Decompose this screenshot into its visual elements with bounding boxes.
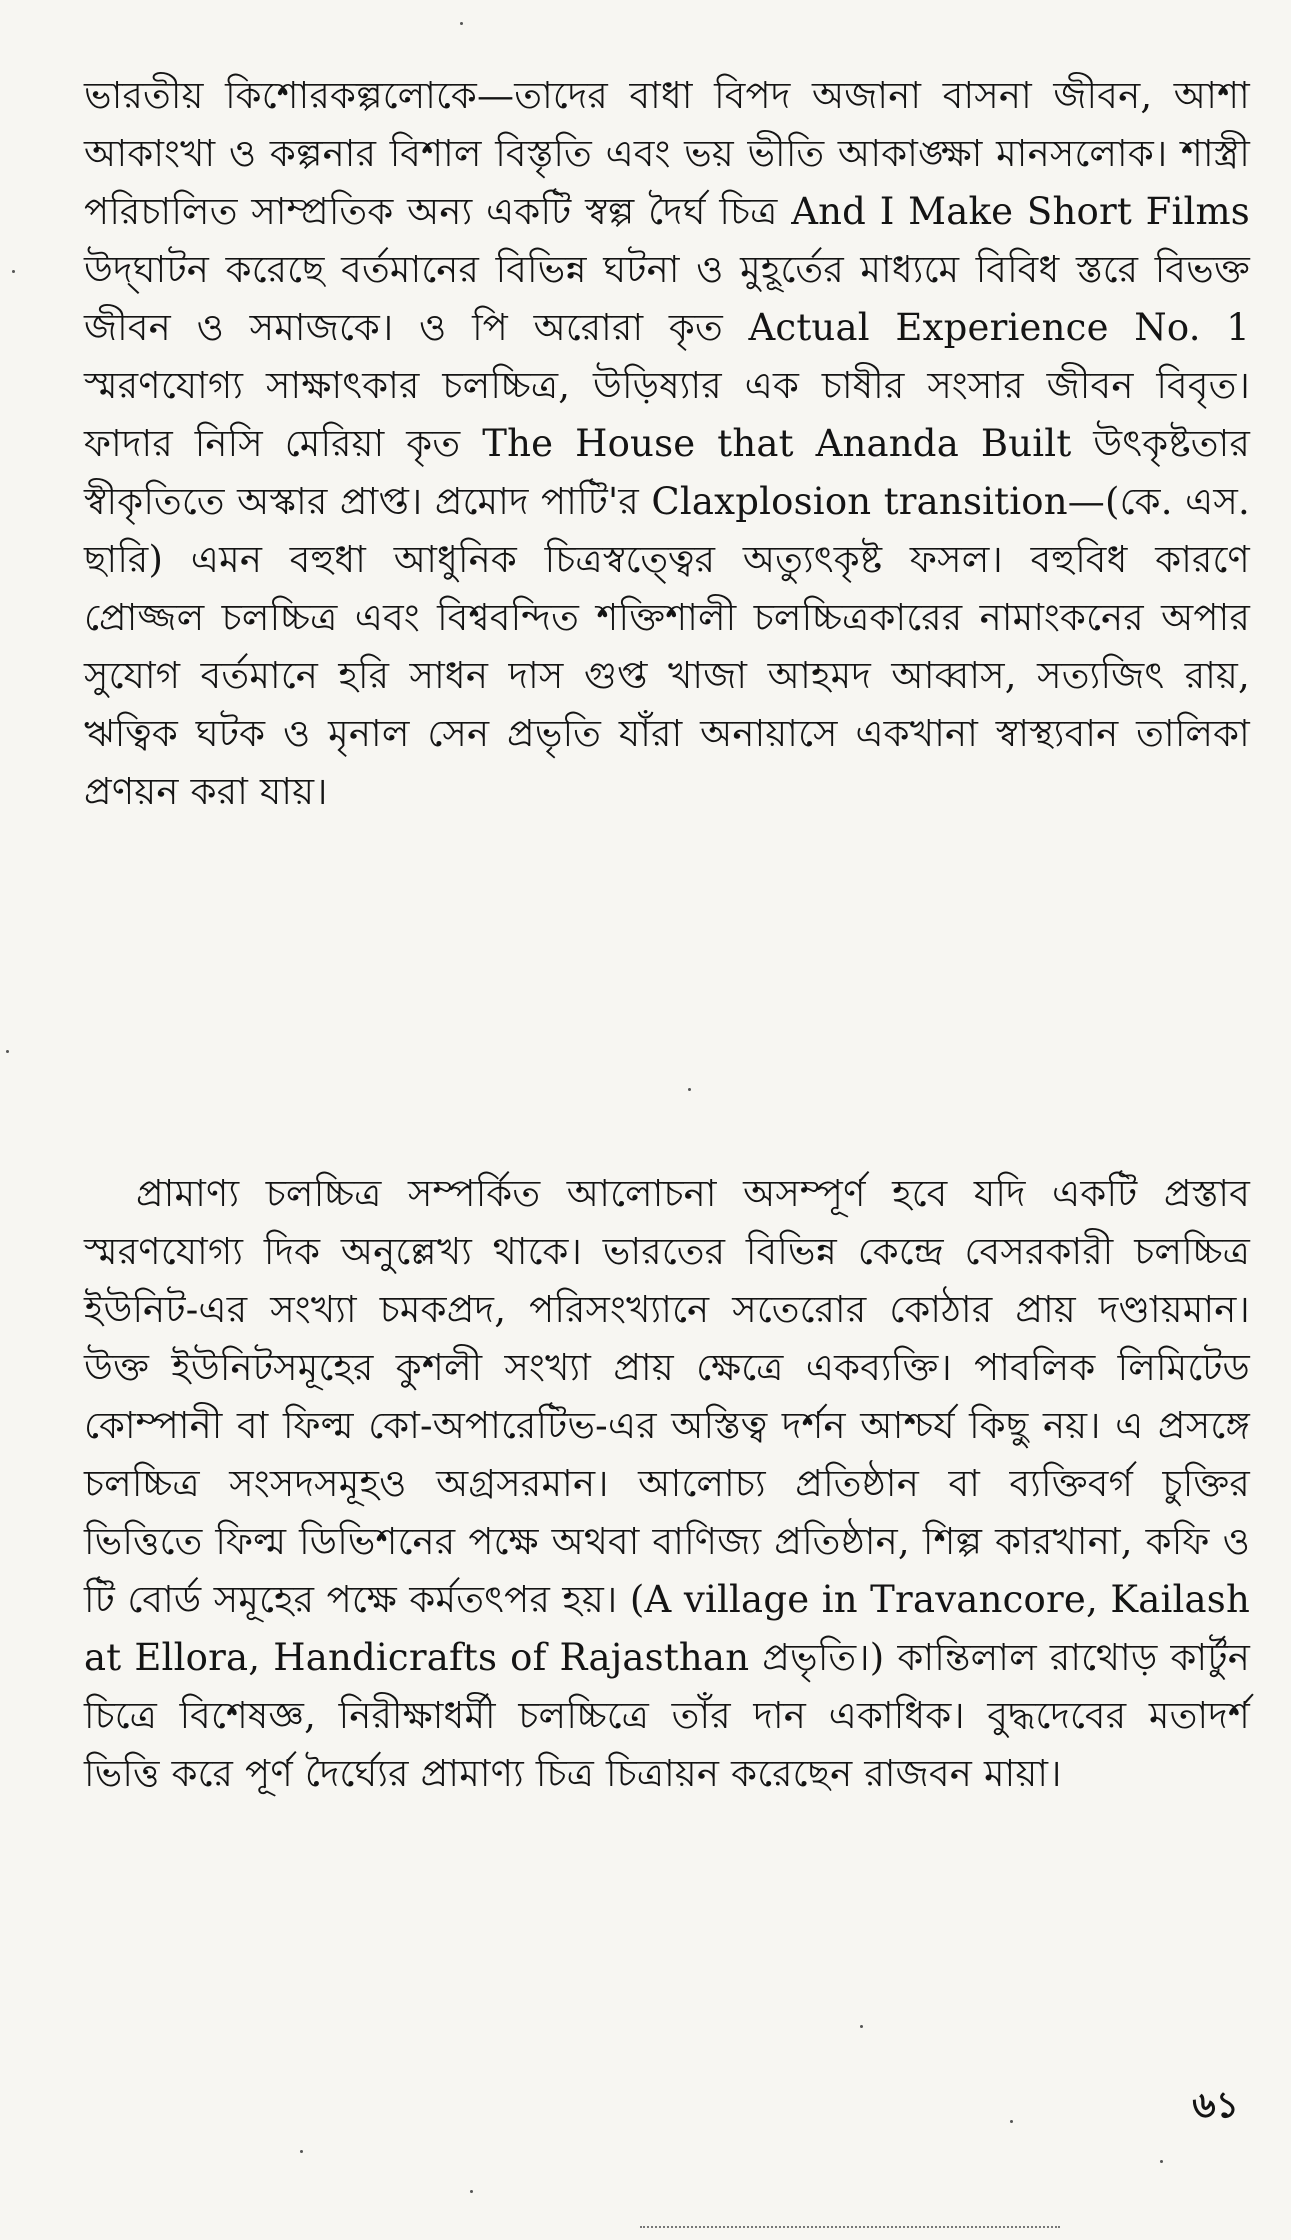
paragraph-private-film-units: প্রামাণ্য চলচ্চিত্র সম্পর্কিত আলোচনা অসম্পূর্ণ হবে যদি একটি প্রস্তাব স্মরণযোগ্য দিক অনুল্লেখ্য থাকে। ভারতের বিভিন্ন কেন্দ্রে বেসরকারী চলচ্চিত্র ইউনিট-এর সংখ্যা চমকপ্রদ, পরিসংখ্যানে সতেরোর কোঠার প্রায় দণ্ডায়মান। উক্ত ইউনিটসমূহের কুশলী সংখ্যা প্রায় ক্ষেত্রে একব্যক্তি। পাবলিক লিমিটেড কোম্পানী বা ফিল্ম কো-অপারেটিভ-এর অস্তিত্ব দর্শন আশ্চর্য কিছু নয়। এ প্রসঙ্গে চলচ্চিত্র সংসদসমূহও অগ্রসরমান। আলোচ্য প্রতিষ্ঠান বা ব্যক্তিবর্গ চুক্তির ভিত্তিতে ফিল্ম ডিভিশনের পক্ষে অথবা বাণিজ্য প্রতিষ্ঠান, শিল্প কারখানা, কফি ও টি বোর্ড সমূহের পক্ষে কর্মতৎপর হয়। (A village in Travancore, Kailash at Ellora, Handicrafts of Rajasthan প্রভৃতি।) কান্তিলাল রাথোড় কার্টুন চিত্রে বিশেষজ্ঞ, নিরীক্ষাধর্মী চলচ্চিত্রে তাঁর দান একাধিক। বুদ্ধদেবের মতাদর্শ ভিত্তি করে পূর্ণ দৈর্ঘ্যের প্রামাণ্য চিত্র চিত্রায়ন করেছেন রাজবন মায়া।	[84, 1172, 1250, 1795]
page-number: ৬১	[1192, 2084, 1239, 2126]
bottom-edge-smudge	[640, 2226, 1060, 2234]
print-speck	[860, 2025, 863, 2028]
print-speck	[300, 2150, 303, 2153]
print-speck	[688, 1088, 691, 1091]
print-speck	[470, 2190, 473, 2193]
print-speck	[6, 1050, 9, 1053]
print-speck	[1160, 2160, 1163, 2163]
print-speck	[1010, 2120, 1013, 2123]
print-speck	[460, 22, 463, 25]
paragraph-documentary-examples: ভারতীয় কিশোরকল্পলোকে—তাদের বাধা বিপদ অজানা বাসনা জীবন, আশা আকাংখা ও কল্পনার বিশাল বিস্তৃতি এবং ভয় ভীতি আকাঙ্ক্ষা মানসলোক। শাস্ত্রী পরিচালিত সাম্প্রতিক অন্য একটি স্বল্প দৈর্ঘ চিত্র And I Make Short Films উদ্‌ঘাটন করেছে বর্তমানের বিভিন্ন ঘটনা ও মুহূর্তের মাধ্যমে বিবিধ স্তরে বিভক্ত জীবন ও সমাজকে। ও পি অরোরা কৃত Actual Experience No. 1 স্মরণযোগ্য সাক্ষাৎকার চলচ্চিত্র, উড়িষ্যার এক চাষীর সংসার জীবন বিবৃত। ফাদার নিসি মেরিয়া কৃত The House that Ananda Built উৎকৃষ্টতার স্বীকৃতিতে অস্কার প্রাপ্ত। প্রমোদ পাটি'র Claxplosion transition—(কে. এস. ছারি) এমন বহুধা আধুনিক চিত্রস্বত্ত্বের অত্যুৎকৃষ্ট ফসল। বহুবিধ কারণে প্রোজ্জল চলচ্চিত্র এবং বিশ্ববন্দিত শক্তিশালী চলচ্চিত্রকারের নামাংকনের অপার সুযোগ বর্তমানে হরি সাধন দাস গুপ্ত খাজা আহমদ আব্বাস, সত্যজিৎ রায়, ঋত্বিক ঘটক ও মৃনাল সেন প্রভৃতি যাঁরা অনায়াসে একখানা স্বাস্থ্যবান তালিকা প্রণয়ন করা যায়।	[84, 74, 1250, 813]
print-speck	[12, 270, 15, 273]
